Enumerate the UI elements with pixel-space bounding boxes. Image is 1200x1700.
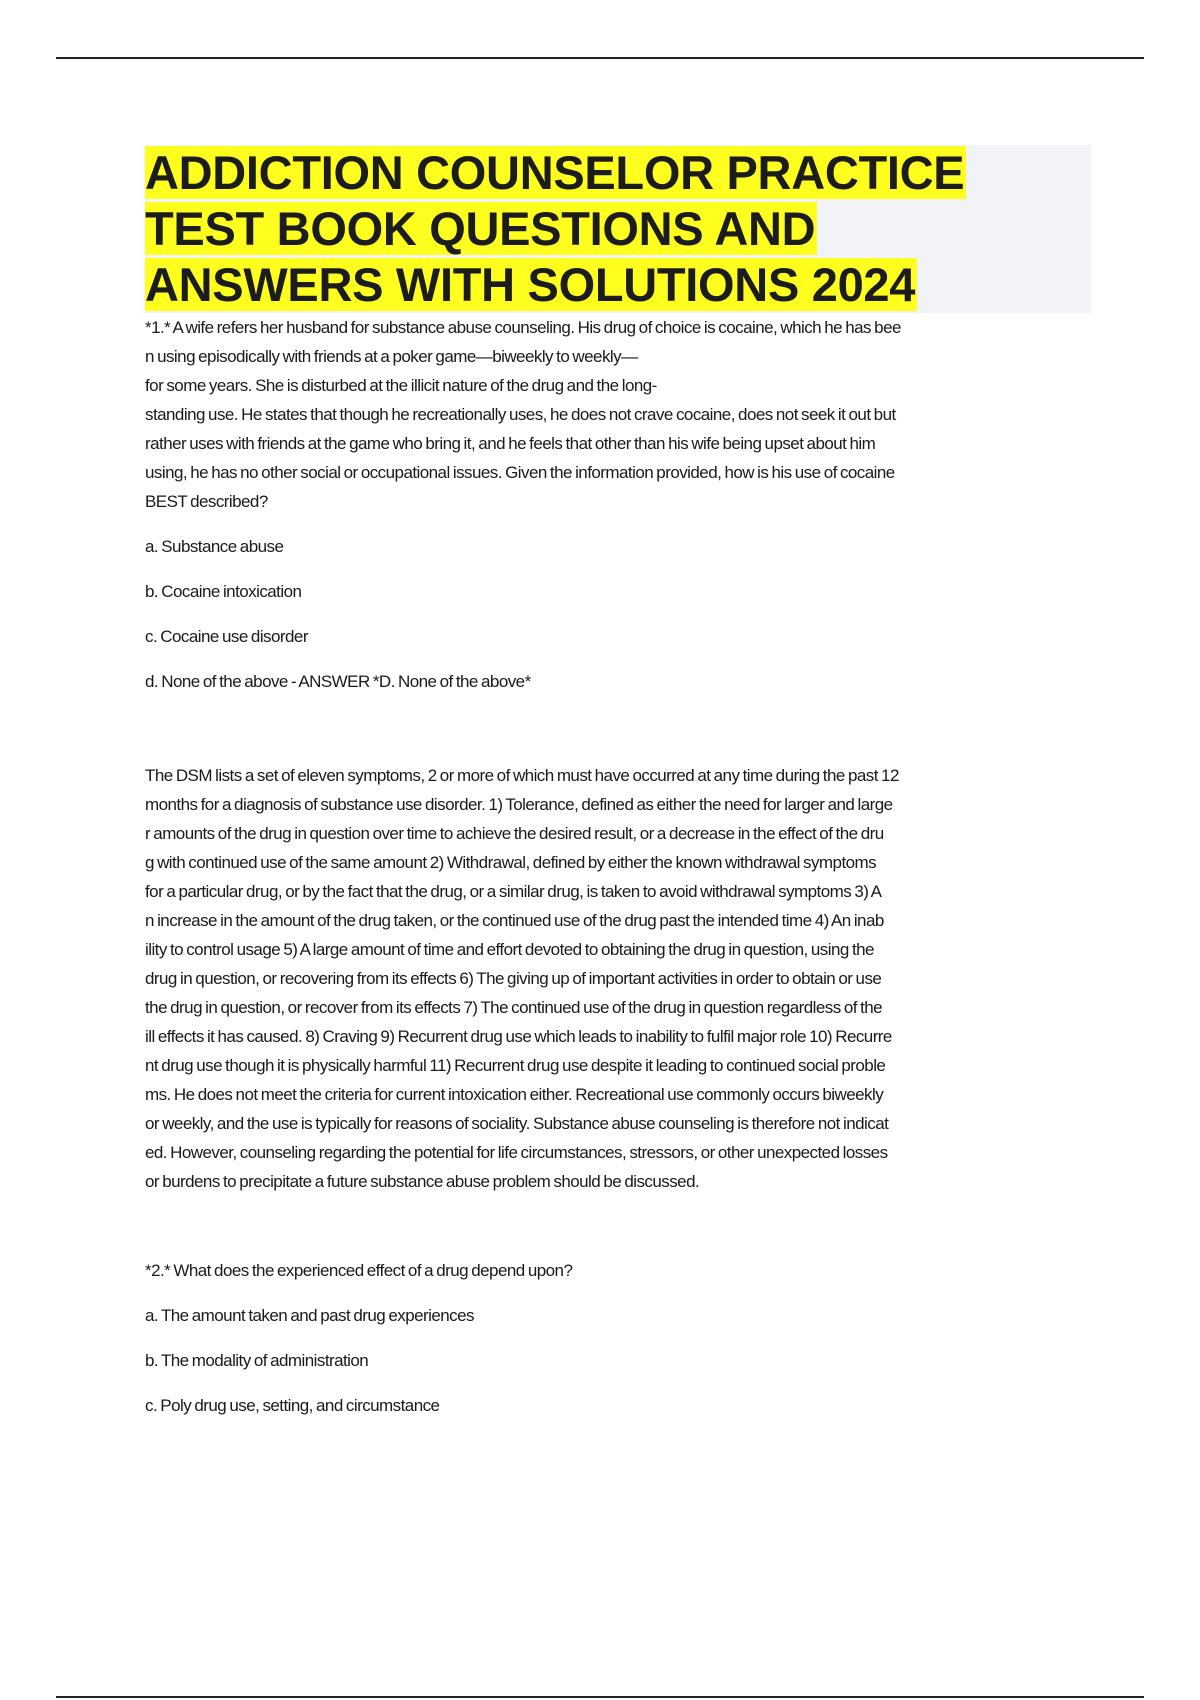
question-1-option-d-answer: d. None of the above - ANSWER *D. None of the above* [145,672,531,691]
question-line: *2.* What does the experienced effect of a drug depend upon? [145,1261,573,1280]
document-title-block [145,145,1091,313]
explanation-line: g with continued use of the same amount 2) Withdrawal, defined by either the known withdrawal symptoms [145,853,877,872]
explanation-line: or burdens to precipitate a future substance abuse problem should be discussed. [145,1172,700,1191]
document-title [145,145,1091,313]
explanation-line: nt drug use though it is physically harmful 11) Recurrent drug use despite it leading to continued social proble [145,1056,886,1075]
explanation-line: n increase in the amount of the drug taken, or the continued use of the drug past the intended time 4) An inab [145,911,884,930]
explanation-line: ms. He does not meet the criteria for current intoxication either. Recreational use commonly occurs biweekly [145,1085,884,1104]
title-line: TEST BOOK QUESTIONS AND [145,202,816,255]
title-line: ADDICTION COUNSELOR PRACTICE [145,146,965,199]
question-line: *1.* A wife refers her husband for substance abuse counseling. His drug of choice is cocaine, which he has bee [145,318,901,337]
question-line: standing use. He states that though he recreationally uses, he does not crave cocaine, does not seek it out but [145,405,896,424]
explanation-line: the drug in question, or recover from its effects 7) The continued use of the drug in question regardless of the [145,998,883,1017]
question-line: BEST described? [145,492,268,511]
explanation-line: months for a diagnosis of substance use disorder. 1) Tolerance, defined as either the need for larger and large [145,795,893,814]
explanation-line: ill effects it has caused. 8) Craving 9) Recurrent drug use which leads to inability to fulfil major role 10) Recurre [145,1027,892,1046]
question-2-option-c: c. Poly drug use, setting, and circumstance [145,1396,440,1415]
question-2-text [145,1256,1091,1285]
question-1-text [145,313,1091,516]
question-line: using, he has no other social or occupational issues. Given the information provided, how is his use of cocaine [145,463,895,482]
question-2-option-a: a. The amount taken and past drug experiences [145,1306,474,1325]
question-2-option-b: b. The modality of administration [145,1351,369,1370]
question-line: n using episodically with friends at a poker game—biweekly to weekly— [145,347,638,366]
explanation-line: The DSM lists a set of eleven symptoms, 2 or more of which must have occurred at any time during the past 12 [145,766,899,785]
question-1-option-c: c. Cocaine use disorder [145,627,308,646]
explanation-line: ility to control usage 5) A large amount of time and effort devoted to obtaining the drug in question, using the [145,940,874,959]
question-1-option-a: a. Substance abuse [145,537,284,556]
question-1-option-b: b. Cocaine intoxication [145,582,302,601]
top-rule [56,57,1144,59]
explanation-line: r amounts of the drug in question over time to achieve the desired result, or a decrease in the effect of the dru [145,824,884,843]
explanation-line: for a particular drug, or by the fact that the drug, or a similar drug, is taken to avoid withdrawal symptoms 3) A [145,882,882,901]
bottom-rule [56,1696,1144,1698]
explanation-line: drug in question, or recovering from its effects 6) The giving up of important activities in order to obtain or use [145,969,882,988]
question-line: rather uses with friends at the game who bring it, and he feels that other than his wife being upset about him [145,434,876,453]
question-line: for some years. She is disturbed at the illicit nature of the drug and the long- [145,376,657,395]
explanation-line: ed. However, counseling regarding the potential for life circumstances, stressors, or other unexpected losses [145,1143,888,1162]
page-content [145,145,1091,1420]
explanation-line: or weekly, and the use is typically for reasons of sociality. Substance abuse counseling is therefore not indicat [145,1114,889,1133]
title-line: ANSWERS WITH SOLUTIONS 2024 [145,258,916,311]
question-1-explanation [145,761,1091,1196]
